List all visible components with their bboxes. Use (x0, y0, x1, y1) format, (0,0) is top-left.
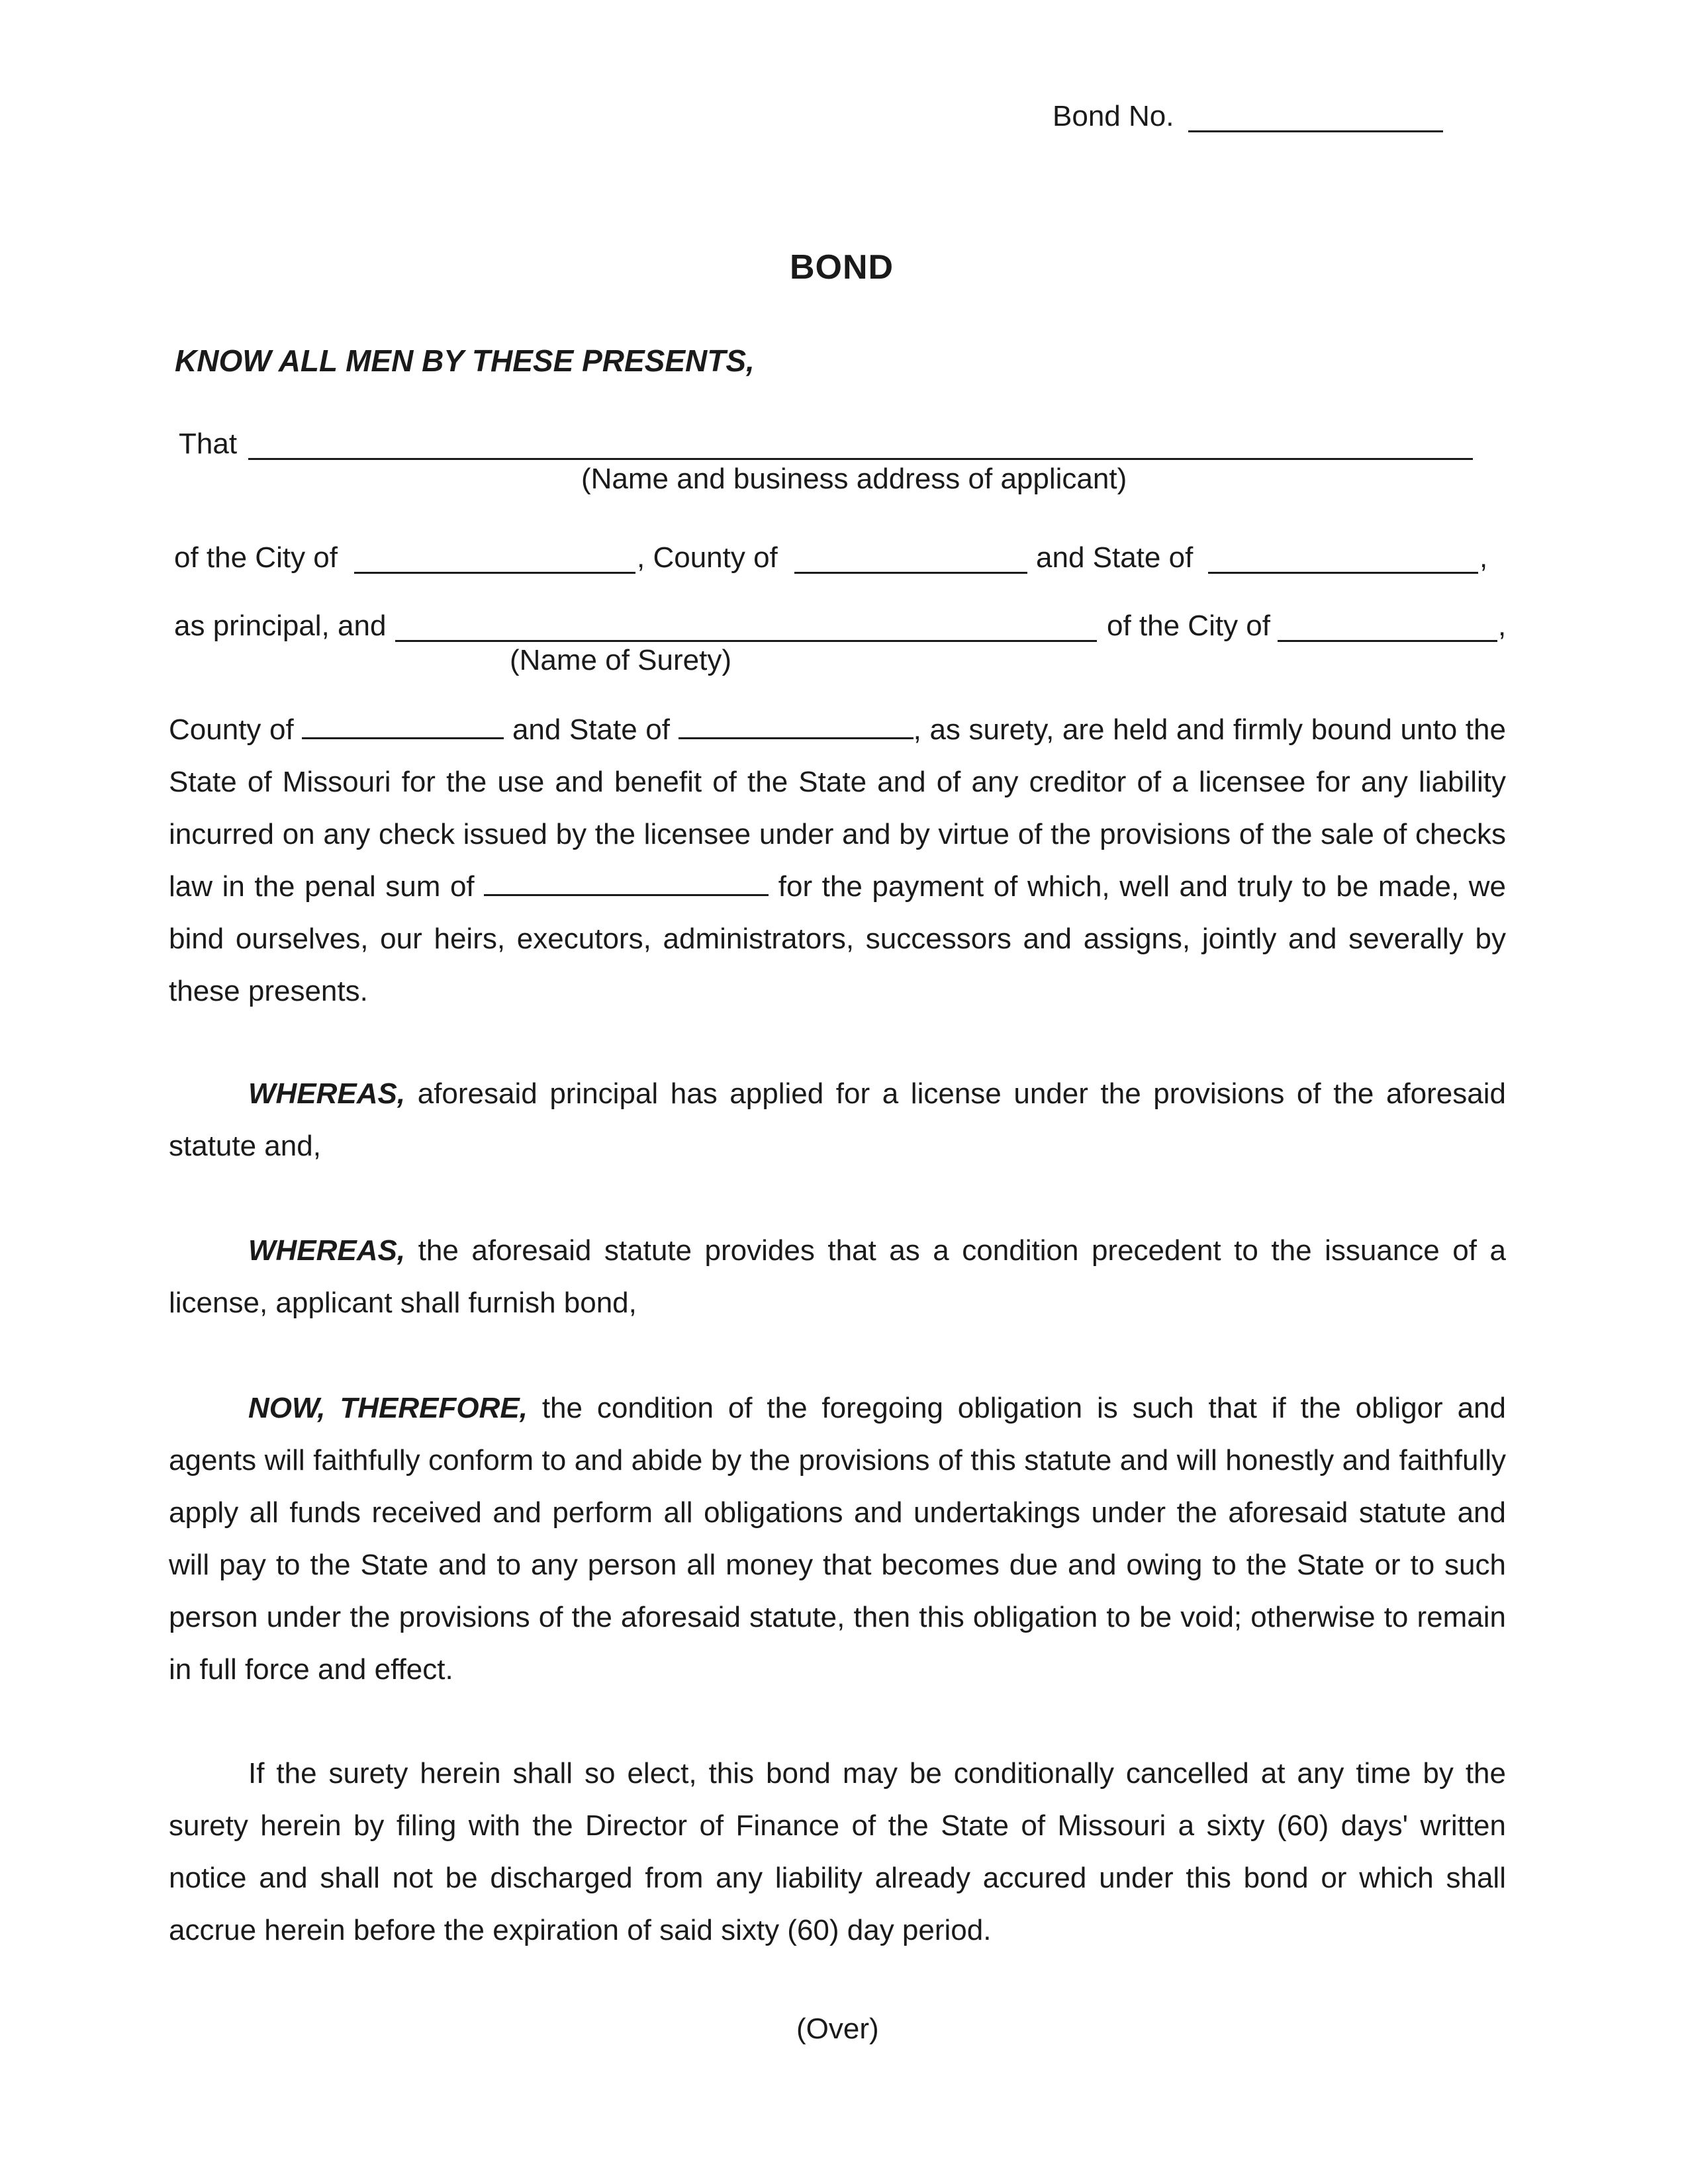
surety-county-label: County of (169, 713, 294, 746)
state-label: and State of (1036, 541, 1194, 574)
whereas-2-text: the aforesaid statute provides that as a condition precedent to the issuance of a license, applicant shall furnish bond, (169, 1234, 1506, 1319)
principal-line-comma: , (1498, 610, 1507, 642)
whereas-2-lead: WHEREAS, (248, 1234, 406, 1267)
penal-sum-field[interactable] (484, 870, 769, 896)
applicant-city-field[interactable] (354, 572, 635, 574)
now-therefore-paragraph (169, 1382, 1506, 1696)
applicant-caption: (Name and business address of applicant) (581, 463, 1127, 495)
county-label: , County of (637, 541, 778, 574)
whereas-1-lead: WHEREAS, (248, 1077, 406, 1110)
surety-city-field[interactable] (1278, 640, 1497, 642)
applicant-name-field[interactable] (248, 458, 1473, 460)
over-footer: (Over) (796, 2013, 879, 2045)
surety-paragraph (169, 704, 1506, 1017)
now-therefore-lead: NOW, THEREFORE, (248, 1392, 528, 1424)
surety-state-field[interactable] (679, 713, 914, 739)
surety-caption: (Name of Surety) (510, 644, 731, 676)
bond-no-field[interactable] (1188, 130, 1443, 132)
that-label: That (179, 428, 238, 460)
know-all-men-heading: KNOW ALL MEN BY THESE PRESENTS, (175, 343, 755, 378)
whereas-paragraph-2 (169, 1224, 1506, 1329)
whereas-1-text: aforesaid principal has applied for a license under the provisions of the aforesaid statute and, (169, 1077, 1506, 1162)
now-therefore-text: the condition of the foregoing obligation is such that if the obligor and agents will faithfully conform to and abide by the provisions of this statute and will honestly and faithfully apply all funds received and perform all obligations and undertakings under the aforesaid statute and will pay to the State and to any person all money that becomes due and owing to the State or to such person under the provisions of the aforesaid statute, then this obligation to be void; otherwise to remain in full force and effect. (169, 1392, 1506, 1686)
page-title: BOND (790, 248, 894, 287)
principal-label: as principal, and (174, 610, 387, 642)
surety-state-label: and State of (512, 713, 670, 746)
cancellation-text: If the surety herein shall so elect, this bond may be conditionally cancelled at any time by the surety herein by filing with the Director of Finance of the State of Missouri a sixty (60) days' written notice and shall not be discharged from any liability already accured under this bond or which shall accrue herein before the expiration of said sixty (60) day period. (169, 1757, 1506, 1946)
applicant-county-field[interactable] (794, 572, 1027, 574)
surety-paragraph-text-2: for the payment of which, well and truly to be made, we bind ourselves, our heirs, executors, administrators, successors and assigns, jointly and severally by these presents. (169, 870, 1506, 1007)
surety-name-field[interactable] (395, 640, 1097, 642)
city-line-comma: , (1479, 541, 1488, 574)
bond-no-label: Bond No. (1053, 100, 1174, 132)
city-label: of the City of (174, 541, 338, 574)
surety-county-field[interactable] (302, 713, 504, 739)
applicant-state-field[interactable] (1208, 572, 1478, 574)
whereas-paragraph-1 (169, 1068, 1506, 1172)
cancellation-paragraph (169, 1747, 1506, 1956)
surety-paragraph-text-1: , as surety, are held and firmly bound unto the State of Missouri for the use and benefit of the State and of any creditor of a licensee for any liability incurred on any check issued by the licensee under and by virtue of the provisions of the sale of checks law in the penal sum of (169, 713, 1506, 903)
surety-city-label: of the City of (1107, 610, 1271, 642)
